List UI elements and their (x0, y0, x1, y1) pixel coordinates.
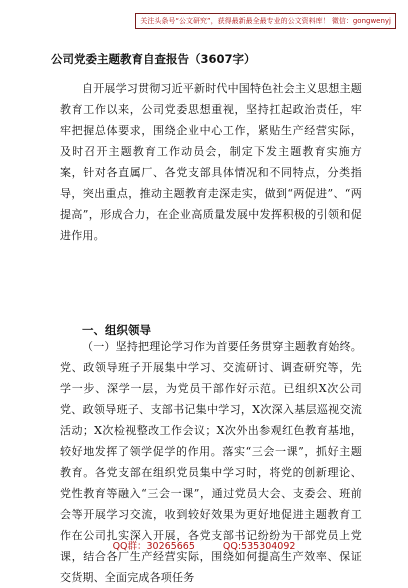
top-banner: 关注头条号“公文研究”，获得最新最全最专业的公文资料库！ 微信：gongwenyj (135, 13, 396, 29)
footer-qq-group: QQ群：30265665 (112, 541, 195, 552)
footer (0, 540, 408, 554)
footer-qq: QQ:535304092 (222, 541, 296, 552)
intro-paragraph: 自开展学习贯彻习近平新时代中国特色社会主义思想主题教育工作以来，公司党委思想重视，坚持扛起政治责任，牢牢把握总体要求，围绕企业中心工作，紧贴生产经营实际，及时召开主题教育工作动员会，制定下发主题教育实施方案，针对各直属厂、各党支部具体情况和不同特点，分类指导，突出重点，推动主题教育走深走实，做到“两促进”、“两提高”，形成合力，在企业高质量发展中发挥积极的引领和促进作用。 (60, 82, 362, 242)
section-heading: 一、组织领导 (82, 323, 151, 337)
document-title: 公司党委主题教育自查报告（3607字） (51, 52, 256, 66)
section-paragraph: （一）坚持把理论学习作为首要任务贯穿主题教育始终。党、政领导班子开展集中学习、交流研讨、调查研究等，先学一步、深学一层，为党员干部作好示范。已组织X次公司党、政领导班子、支部书记集中学习，X次深入基层巡视交流活动；X次检视整改工作会议；X次外出参观红色教育基地，较好地发挥了领学促学的作用。落实“三会一课”，抓好主题教育。各党支部在组织党员集中学习时，将党的创新理论、党性教育等融入“三会一课”，通过党员大会、支委会、班前会等开展学习交流，收到较好效果为更好地促进主题教育工作在公司扎实深入开展，各党支部书记纷纷为干部党员上党课，结合各厂生产经营实际，围绕如何提高生产效率、保证交货期、全面完成各项任务 (60, 340, 362, 584)
